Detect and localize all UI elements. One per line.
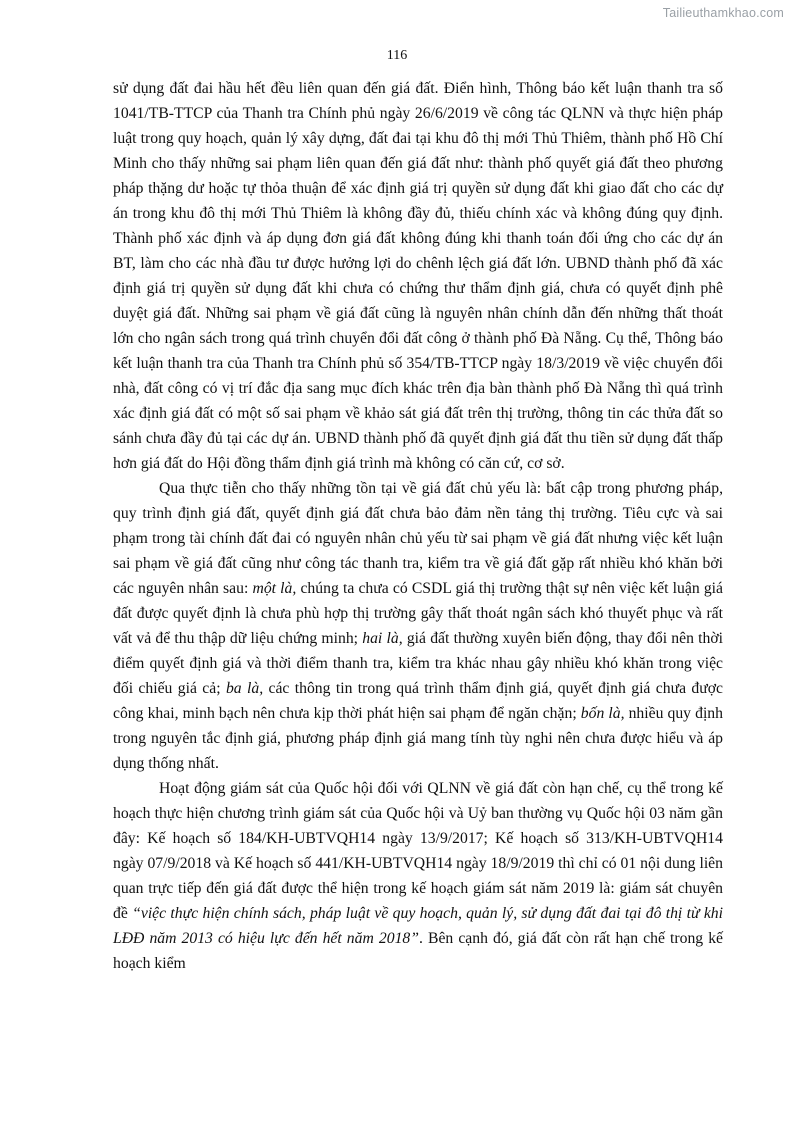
page-number: 116 xyxy=(386,48,408,63)
italic-text: “việc thực hiện chính sách, pháp luật về quy hoạch, quản lý, sử dụng đất đai tại đô thị từ khi LĐĐ năm 2013 có hiệu lực đến hết năm 2018” xyxy=(113,905,724,947)
paragraph-text: các thông tin trong quá trình thẩm định giá, quyết định giá chưa được công khai, minh bạch nên chưa kịp thời phát hiện sai phạm để ngăn chặn; xyxy=(113,680,724,722)
paragraph-text: nhiều quy định trong nguyên tắc định giá, phương pháp định giá mang tính tùy nghi nên chưa được hiểu và áp dụng thống nhất. xyxy=(113,705,723,772)
paragraph-text: sử dụng đất đai hầu hết đều liên quan đến giá đất. Điển hình, Thông báo kết luận thanh tra số 1041/TB-TTCP của Thanh tra Chính phủ ngày 26/6/2019 về công tác QLNN và thực hiện pháp luật trong quy hoạch, quản lý xây dựng, đất đai tại khu đô thị mới Thủ Thiêm, thành phố Hồ Chí Minh cho thấy những sai phạm liên quan đến giá đất như: thành phố quyết giá đất theo phương pháp thặng dư hoặc tự thỏa thuận để xác định giá trị quyền sử dụng đất khi giao đất cho các dự án trong khu đô thị mới Thủ Thiêm là không đầy đủ, thiếu chính xác và không đúng quy định. Thành phố xác định và áp dụng đơn giá đất không đúng khi thanh toán đối ứng cho các dự án BT, làm cho các nhà đầu tư được hưởng lợi do chênh lệch giá đất lớn. UBND thành phố đã xác định giá trị quyền sử dụng đất khi chưa có chứng thư thẩm định giá, chưa có quyết định phê duyệt giá đất. Những sai phạm về giá đất cũng là nguyên nhân chính dẫn đến những thất thoát lớn cho ngân sách trong quá trình chuyển đổi đất công ở thành phố Đà Nẵng. Cụ thể, Thông báo kết luận thanh tra của Thanh tra Chính phủ số 354/TB-TTCP ngày 18/3/2019 về việc chuyển đổi nhà, đất công có vị trí đắc địa sang mục đích khác trên địa bàn thành phố Đà Nẵng thì quá trình xác định giá đất có một số sai phạm về khảo sát giá đất trên thị trường, thông tin các thửa đất so sánh chưa đầy đủ tại các dự án. UBND thành phố đã quyết định giá đất thu tiền sử dụng đất thấp hơn giá đất do Hội đồng thẩm định giá trình mà không có căn cứ, cơ sở. xyxy=(113,80,723,472)
paragraph xyxy=(113,776,723,976)
paragraph xyxy=(113,476,723,776)
paragraph xyxy=(113,76,723,476)
italic-text: bốn là, xyxy=(580,705,625,722)
paragraph-text: chúng ta chưa có CSDL giá thị trường thật sự nên việc kết luận giá đất được quyết định là chưa phù hợp thị trường gây thất thoát ngân sách khó thuyết phục và rất vất vả để thu thập dữ liệu chứng minh; xyxy=(113,580,724,647)
paragraph-text: Qua thực tiễn cho thấy những tồn tại về giá đất chủ yếu là: bất cập trong phương pháp, quy trình định giá đất, quyết định giá đất chưa bảo đảm nền tảng thị trường. Tiêu cực và sai phạm trong tài chính đất đai có nguyên nhân chủ yếu từ sai phạm về giá đất nhưng việc kết luận sai phạm về giá đất cũng như công tác thanh tra, kiểm tra về giá đất gặp rất nhiều khó khăn bởi các nguyên nhân sau: xyxy=(113,480,723,597)
paragraph-text: giá đất thường xuyên biến động, thay đổi nên thời điểm quyết định giá và thời điểm thanh tra, kiểm tra khác nhau gây nhiều khó khăn trong việc đối chiếu giá cả; xyxy=(113,630,723,697)
italic-text: ba là, xyxy=(225,680,264,697)
document-body xyxy=(113,76,723,976)
paragraph-text: Hoạt động giám sát của Quốc hội đối với QLNN về giá đất còn hạn chế, cụ thể trong kế hoạch thực hiện chương trình giám sát của Quốc hội và Uỷ ban thường vụ Quốc hội 03 năm gần đây: Kế hoạch số 184/KH-UBTVQH14 ngày 13/9/2017; Kế hoạch số 313/KH-UBTVQH14 ngày 07/9/2018 và Kế hoạch số 441/KH-UBTVQH14 ngày 18/9/2019 thì chỉ có 01 nội dung liên quan trực tiếp đến giá đất được thể hiện trong kế hoạch giám sát năm 2019 là: giám sát chuyên đề xyxy=(113,780,723,922)
paragraph-text: . Bên cạnh đó, giá đất còn rất hạn chế trong kế hoạch kiểm xyxy=(113,930,724,972)
italic-text: hai là, xyxy=(362,630,403,647)
watermark-text: Tailieuthamkhao.com xyxy=(662,6,784,20)
italic-text: một là, xyxy=(252,580,297,597)
